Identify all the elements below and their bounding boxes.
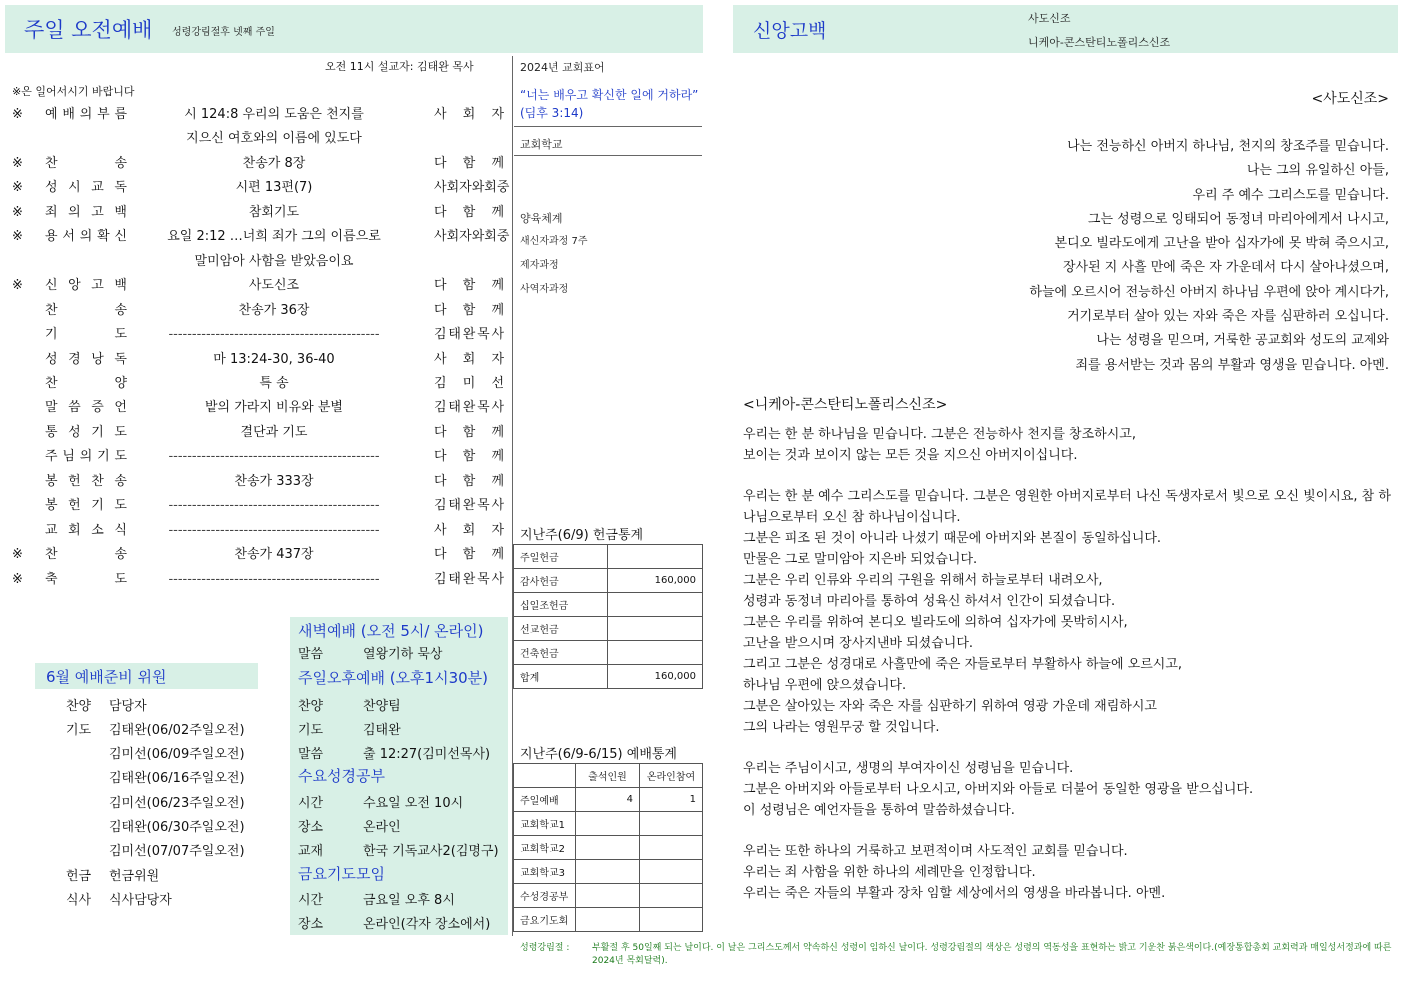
afternoon-value: 출 12:27(김미선목사) [363, 747, 491, 762]
nicene-creed-title: <니케아-콘스탄티노폴리스신조> [743, 397, 948, 413]
creed-line: 장사된 지 사흘 만에 죽은 자 가운데서 다시 살아나셨으며, [1062, 260, 1389, 276]
item-content: 시편 13편(7) [235, 180, 313, 196]
time-preacher: 오전 11시 설교자: 김태완 목사 [325, 60, 474, 73]
item-content: 사도신조 [248, 278, 300, 294]
attendance-header: 출석인원 [576, 764, 640, 788]
creed-line: 우리 주 예수 그리스도를 믿습니다. [1192, 187, 1389, 203]
item-leader: 다 함 께 [434, 424, 504, 440]
standing-mark: ※ [12, 155, 23, 171]
item-name: 기 도 [45, 327, 127, 343]
table-row [514, 641, 703, 665]
service-item [12, 372, 507, 396]
item-content: --------------------------------------------- [168, 498, 380, 514]
service-item [12, 250, 507, 274]
item-leader: 김 태 완 목 사 [434, 400, 504, 416]
service-item [12, 127, 507, 151]
afternoon-service-title: 주일오후예배 (오후1시30분) [298, 669, 489, 687]
service-item [12, 348, 507, 372]
footer-label: 성령강림절 : [520, 943, 570, 953]
attendance-label: 교회학교1 [514, 812, 576, 836]
june-meal-label: 식사 [66, 893, 92, 908]
afternoon-label: 찬양 [298, 699, 324, 714]
creed-line: 우리는 한 분 예수 그리스도를 믿습니다. 그분은 영원한 아버지로부터 나신 독생자로서 빛으로 오신 빛이시요, 참 하나님으로부터 오신 참 하나님이십니다. [743, 489, 1391, 525]
item-name: 용 서 의 확 신 [45, 229, 127, 245]
june-offering-label: 헌금 [66, 869, 92, 884]
item-name: 교 회 소 식 [45, 522, 127, 538]
dawn-label: 말씀 [298, 647, 324, 662]
item-name: 찬 송 [45, 155, 127, 171]
item-name: 예 배 의 부 름 [45, 107, 127, 122]
training-label: 양육체계 [520, 212, 563, 225]
afternoon-label: 기도 [298, 723, 324, 738]
table-row [514, 764, 703, 788]
offering-label: 건축헌금 [514, 641, 608, 665]
table-row [514, 617, 703, 641]
motto-underline [514, 126, 702, 127]
creed-line: 거기로부터 살아 있는 자와 죽은 자를 심판하러 오십니다. [1067, 309, 1389, 325]
service-item [12, 445, 507, 469]
creed-line: 그리고 그분은 성경대로 사흘만에 죽은 자들로부터 부활하사 하늘에 오르시고, [743, 657, 1183, 672]
creed-line: 그분은 아버지와 아들로부터 나오시고, 아버지와 아들로 더불어 동일한 영광을 받으십니다. [743, 782, 1254, 797]
attendance-count: 4 [576, 788, 640, 812]
service-item [12, 201, 507, 225]
attendance-header: 온라인참여 [640, 764, 703, 788]
wed-label: 장소 [298, 820, 324, 835]
service-item [12, 176, 510, 200]
table-row [514, 812, 703, 836]
item-leader: 다 함 께 [434, 547, 504, 563]
item-name: 통 성 기 도 [45, 424, 127, 440]
school-label: 교회학교 [520, 138, 563, 151]
standing-mark: ※ [12, 204, 23, 220]
afternoon-label: 말씀 [298, 747, 324, 762]
june-meal-value: 식사담당자 [109, 893, 172, 908]
offering-value [608, 593, 703, 617]
standing-mark: ※ [12, 180, 23, 196]
service-item [12, 494, 507, 518]
creed-line: 성령과 동정녀 마리아를 통하여 성육신 하셔서 인간이 되셨습니다. [743, 594, 1116, 609]
church-motto: “너는 배우고 확신한 일에 거하라” (딤후 3:14) [520, 88, 699, 120]
footer-text: 부활절 후 50일째 되는 날이다. 이 날은 그리스도께서 약속하신 성령이 임하신 날이다. 성령강림절의 색상은 성령의 역동성을 표현하는 밝고 기운찬 붉은색이다.(예장통합총회 교회력과 매일성서정과에 따른 2024년 목회달력). [592, 943, 1392, 966]
item-leader: 사 회 자 와 회 중 [434, 229, 510, 245]
fri-value: 온라인(각자 장소에서) [363, 917, 491, 932]
item-leader: 김 미 선 [434, 375, 504, 391]
service-item [12, 421, 507, 445]
item-content: 특 송 [259, 375, 289, 391]
offering-table [513, 544, 703, 689]
table-row [514, 908, 703, 932]
dawn-service-title: 새벽예배 (오전 5시/ 온라인) [298, 622, 484, 640]
standing-mark: ※ [12, 571, 23, 587]
service-item [12, 396, 507, 420]
item-content: 밭의 가라지 비유와 분별 [205, 400, 343, 416]
offering-title: 지난주(6/9) 헌금통계 [520, 528, 644, 543]
creed-line: 우리는 또한 하나의 거룩하고 보편적이며 사도적인 교회를 믿습니다. [743, 844, 1128, 859]
item-content: 찬송가 36장 [238, 302, 310, 318]
offering-label: 합계 [514, 665, 608, 689]
june-prayer-item: 김태완(06/02주일오전) [109, 723, 245, 738]
creed-line: 보이는 것과 보이지 않는 모든 것을 지으신 아버지이십니다. [743, 448, 1078, 463]
creed-page-title: 신앙고백 [753, 20, 827, 42]
dawn-value: 열왕기하 묵상 [363, 647, 443, 662]
creed-line: 우리는 죄 사함을 위한 하나의 세례만을 인정합니다. [743, 865, 1036, 880]
june-prayer-item: 김미선(06/23주일오전) [109, 796, 245, 811]
item-leader: 김 태 완 목 사 [434, 571, 504, 587]
item-name: 주 님 의 기 도 [45, 449, 127, 465]
item-name: 성 시 교 독 [45, 180, 127, 196]
service-item [12, 519, 507, 543]
creed-line: 나는 전능하신 아버지 하나님, 천지의 창조주를 믿습니다. [1067, 139, 1389, 154]
creed-line: 그는 성령으로 잉태되어 동정녀 마리아에게서 나시고, [1087, 211, 1389, 227]
june-praise-value: 담당자 [109, 699, 147, 714]
creed-line: 우리는 한 분 하나님을 믿습니다. 그분은 전능하사 천지를 창조하시고, [743, 427, 1136, 442]
item-leader: 다 함 께 [434, 155, 504, 171]
creed-line: 우리는 주님이시고, 생명의 부여자이신 성령님을 믿습니다. [743, 761, 1074, 776]
item-content: 결단과 기도 [240, 424, 308, 440]
standing-mark: ※ [12, 278, 23, 294]
june-prayer-item: 김미선(06/09주일오전) [109, 747, 245, 762]
item-content: 찬송가 8장 [242, 155, 306, 171]
offering-label: 주일헌금 [514, 545, 608, 569]
creed-line: 나는 그의 유일하신 아들, [1246, 163, 1389, 179]
service-item [12, 225, 510, 249]
june-offering-value: 헌금위원 [109, 869, 160, 884]
item-leader: 다 함 께 [434, 278, 504, 294]
table-row [514, 884, 703, 908]
item-name: 찬 송 [45, 547, 127, 563]
creed-line: 그의 나라는 영원무궁 할 것입니다. [743, 720, 940, 735]
item-leader: 사 회 자 [434, 522, 504, 538]
creed-line: 그분은 살아있는 자와 죽은 자를 심판하기 위하여 영광 가운데 재림하시고 [743, 699, 1157, 714]
creed-line: 이 성령님은 예언자들을 통하여 말씀하셨습니다. [743, 803, 1015, 818]
school-underline [514, 155, 702, 156]
item-name: 죄 의 고 백 [45, 204, 127, 220]
item-name: 찬 양 [45, 375, 127, 391]
fri-label: 장소 [298, 917, 324, 932]
offering-label: 십일조헌금 [514, 593, 608, 617]
afternoon-value: 김태완 [363, 723, 401, 738]
page-title: 주일 오전예배 [24, 18, 153, 42]
training-3: 사역자과정 [520, 284, 569, 295]
creed-line: 만물은 그로 말미암아 지은바 되었습니다. [743, 552, 978, 567]
apostles-creed [749, 135, 1389, 378]
creed-line: 그분은 우리 인류와 우리의 구원을 위해서 하늘로부터 내려오사, [743, 573, 1103, 588]
friday-prayer-title: 금요기도모임 [298, 865, 385, 883]
service-item [12, 103, 507, 127]
item-content: 요일 2:12 …너희 죄가 그의 이름으로 [167, 229, 381, 245]
header-item-nicene: 니케아-콘스탄티노폴리스신조 [1028, 36, 1171, 49]
item-leader: 다 함 께 [434, 302, 504, 318]
item-content: 말미암아 사함을 받았음이요 [194, 253, 354, 269]
nicene-creed [743, 424, 1393, 904]
creed-line: 고난을 받으시며 장사지낸바 되셨습니다. [743, 636, 974, 651]
service-item [12, 470, 507, 494]
creed-line: 하나님 우편에 앉으셨습니다. [743, 678, 907, 693]
training-2: 제자과정 [520, 260, 559, 271]
motto-label: 2024년 교회표어 [520, 61, 605, 74]
training-1: 새신자과정 7주 [520, 236, 588, 247]
june-prayer-item: 김태완(06/16주일오전) [109, 771, 245, 786]
june-prayer-item: 김미선(07/07주일오전) [109, 844, 245, 859]
wed-label: 시간 [298, 796, 324, 811]
item-leader: 사 회 자 [434, 351, 504, 367]
wed-value: 수요일 오전 10시 [363, 796, 464, 811]
creed-line: 그분은 우리를 위하여 본디오 빌라도에 의하여 십자가에 못박히시사, [743, 615, 1128, 630]
service-item [12, 543, 507, 567]
item-content: --------------------------------------------- [168, 522, 380, 538]
offering-value: 160,000 [608, 665, 703, 689]
june-prayer-label: 기도 [66, 723, 92, 738]
wed-value: 한국 기독교사2(김명구) [363, 844, 499, 859]
item-name: 신 앙 고 백 [45, 278, 127, 294]
creed-line: 죄를 용서받는 것과 몸의 부활과 영생을 믿습니다. 아멘. [1075, 357, 1389, 373]
item-leader: 김 태 완 목 사 [434, 498, 504, 514]
item-name: 축 도 [45, 571, 127, 587]
attendance-label: 수성경공부 [514, 884, 576, 908]
item-content: --------------------------------------------- [168, 327, 380, 343]
table-row [514, 860, 703, 884]
item-content: 찬송가 333장 [234, 473, 314, 489]
item-name: 말 씀 증 언 [45, 400, 127, 416]
item-leader: 사 회 자 와 회 중 [434, 180, 510, 196]
offering-value [608, 617, 703, 641]
service-item [12, 152, 507, 176]
item-content: 마 13:24-30, 36-40 [213, 351, 335, 367]
item-content: --------------------------------------------- [168, 571, 380, 587]
standing-note: ※은 일어서시기 바랍니다 [12, 85, 135, 98]
item-leader: 사 회 자 [434, 107, 504, 122]
attendance-label: 주일예배 [514, 788, 576, 812]
table-row [514, 569, 703, 593]
item-name: 봉 헌 찬 송 [45, 473, 127, 489]
item-leader: 김 태 완 목 사 [434, 327, 504, 343]
service-item [12, 299, 507, 323]
offering-value [608, 545, 703, 569]
creed-line: 그분은 피조 된 것이 아니라 나셨기 때문에 아버지와 본질이 동일하십니다. [743, 531, 1162, 546]
offering-value: 160,000 [608, 569, 703, 593]
wed-value: 온라인 [363, 820, 401, 835]
june-prayer-item: 김태완(06/30주일오전) [109, 820, 245, 835]
item-content: 찬송가 437장 [234, 547, 314, 563]
standing-mark: ※ [12, 229, 23, 245]
header-item-apostles: 사도신조 [1028, 12, 1071, 25]
table-row [514, 665, 703, 689]
offering-label: 감사헌금 [514, 569, 608, 593]
fri-value: 금요일 오후 8시 [363, 893, 455, 908]
wed-label: 교재 [298, 844, 324, 859]
attendance-label: 금요기도회 [514, 908, 576, 932]
item-name: 성 경 낭 독 [45, 351, 127, 367]
june-praise-label: 찬양 [66, 699, 92, 714]
item-content: 지으신 여호와의 이름에 있도다 [186, 131, 362, 147]
attendance-table [513, 763, 703, 932]
item-name: 찬 송 [45, 302, 127, 318]
creed-line: 하늘에 오르시어 전능하신 아버지 하나님 우편에 앉아 계시다가, [1029, 284, 1389, 300]
wednesday-study-title: 수요성경공부 [298, 767, 385, 785]
page-subtitle: 성령강림절후 넷째 주일 [172, 27, 275, 38]
service-item [12, 323, 507, 347]
table-row [514, 545, 703, 569]
creed-line: 나는 성령을 믿으며, 거룩한 공교회와 성도의 교제와 [1096, 333, 1389, 349]
item-content: 참회기도 [248, 204, 300, 220]
creed-line: 본디오 빌라도에게 고난을 받아 십자가에 못 박혀 죽으시고, [1054, 236, 1389, 252]
afternoon-value: 찬양팀 [363, 699, 401, 714]
attendance-online: 1 [640, 788, 703, 812]
standing-mark: ※ [12, 547, 23, 563]
item-name: 봉 헌 기 도 [45, 498, 127, 514]
item-leader: 다 함 께 [434, 449, 504, 465]
june-committee-title: 6월 예배준비 위원 [46, 668, 167, 686]
item-content: --------------------------------------------- [168, 449, 380, 465]
service-item [12, 274, 507, 298]
table-row [514, 836, 703, 860]
standing-mark: ※ [12, 107, 23, 122]
creed-line: 우리는 죽은 자들의 부활과 장차 임할 세상에서의 영생을 바라봅니다. 아멘. [743, 886, 1166, 901]
offering-value [608, 641, 703, 665]
attendance-label: 교회학교3 [514, 860, 576, 884]
item-content: 시 124:8 우리의 도움은 천지를 [184, 107, 364, 122]
fri-label: 시간 [298, 893, 324, 908]
table-row [514, 593, 703, 617]
attendance-label: 교회학교2 [514, 836, 576, 860]
apostles-creed-title: <사도신조> [1311, 91, 1389, 107]
service-item [12, 568, 507, 592]
offering-label: 선교헌금 [514, 617, 608, 641]
table-row [514, 788, 703, 812]
attendance-title: 지난주(6/9-6/15) 예배통계 [520, 747, 677, 762]
item-leader: 다 함 께 [434, 473, 504, 489]
item-leader: 다 함 께 [434, 204, 504, 220]
